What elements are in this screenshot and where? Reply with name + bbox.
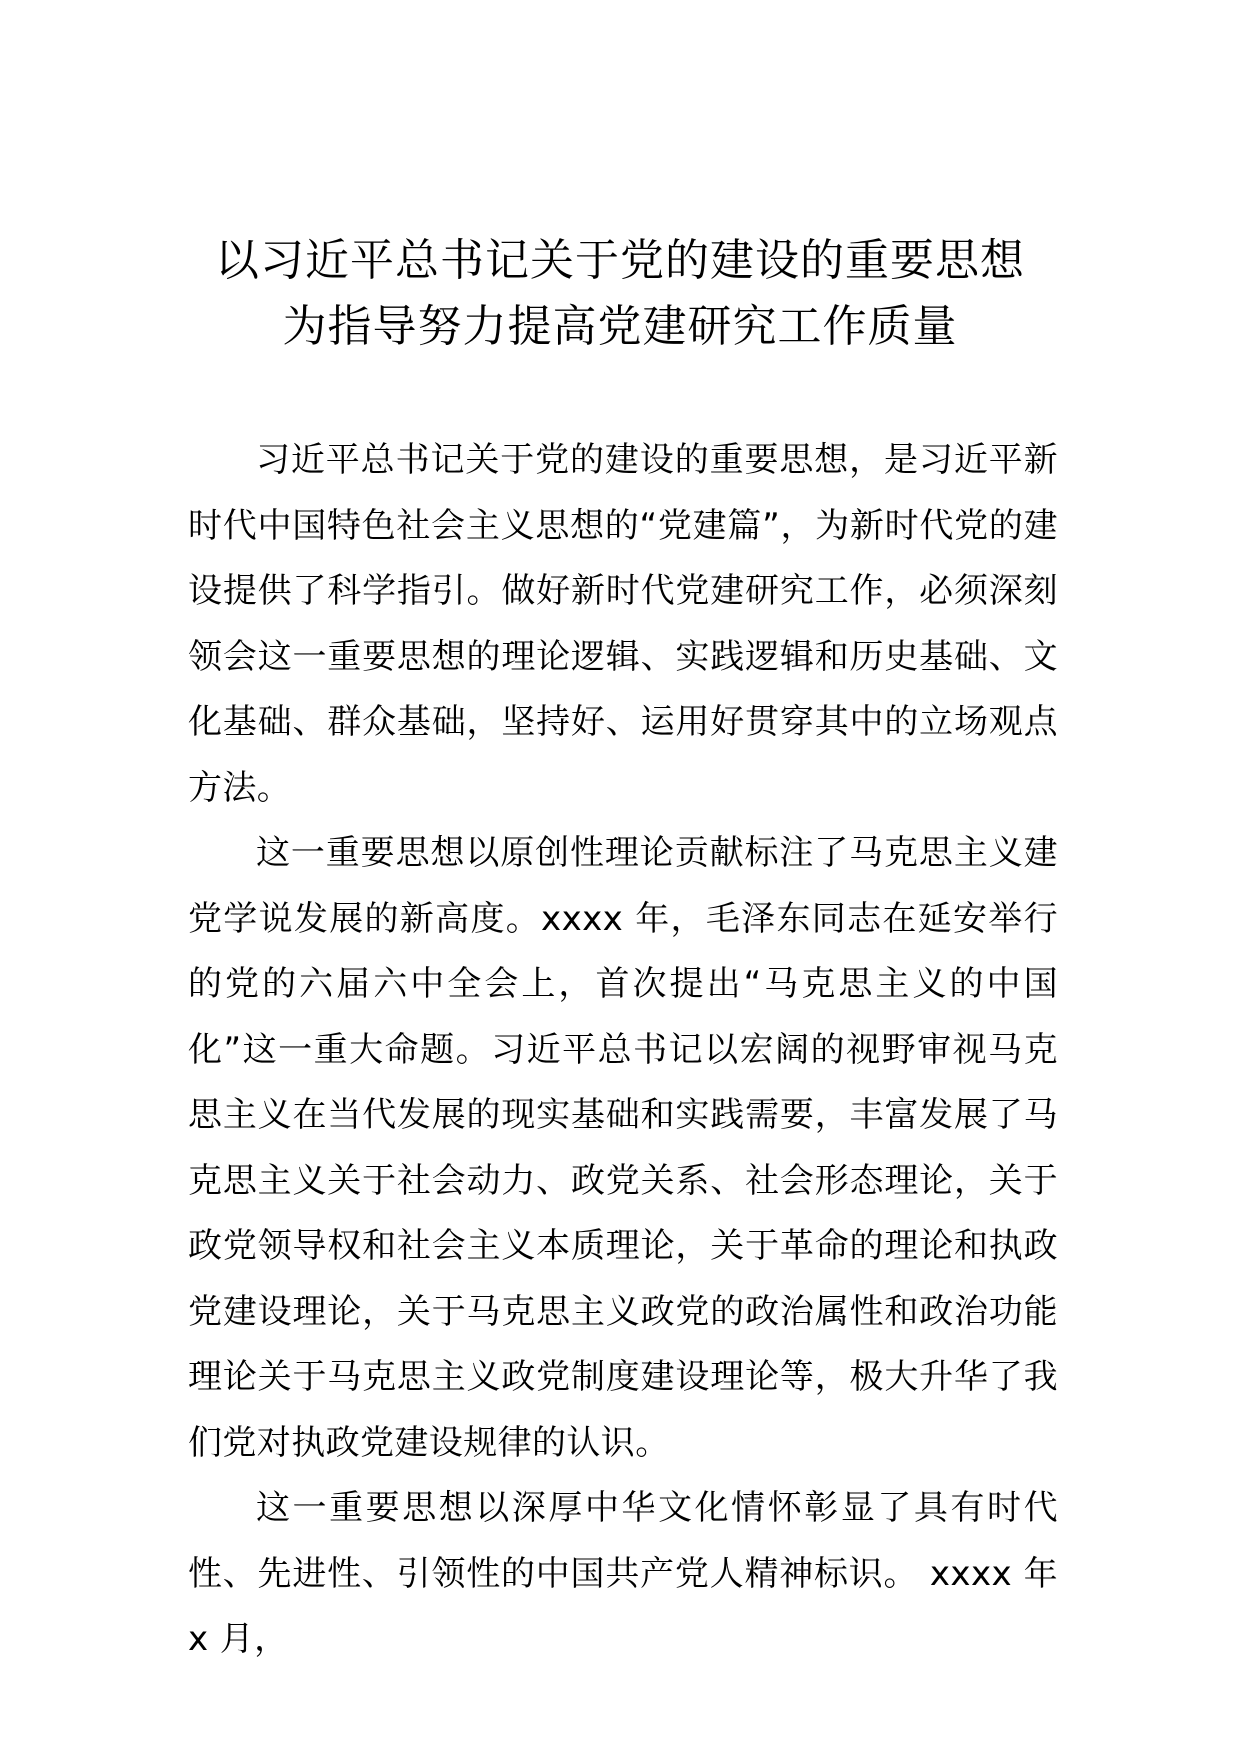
- paragraph-2: 这一重要思想以原创性理论贡献标注了马克思主义建党学说发展的新高度。xxxx 年，毛泽东同志在延安举行的党的六届六中全会上，首次提出“马克思主义的中国化”这一重大命题。习近平总书记以宏阔的视野审视马克思主义在当代发展的现实基础和实践需要，丰富发展了马克思主义关于社会动力、政党关系、社会形态理论，关于政党领导权和社会主义本质理论，关于革命的理论和执政党建设理论，关于马克思主义政党的政治属性和政治功能理论关于马克思主义政党制度建设理论等，极大升华了我们党对执政党建设规律的认识。: [188, 833, 1058, 1463]
- document-body: [188, 428, 1058, 1673]
- title-line-1: 以习近平总书记关于党的建设的重要思想: [215, 235, 1025, 286]
- document-title: [100, 228, 1140, 360]
- paragraph-1: 习近平总书记关于党的建设的重要思想，是习近平新时代中国特色社会主义思想的“党建篇”，为新时代党的建设提供了科学指引。做好新时代党建研究工作，必须深刻领会这一重要思想的理论逻辑、实践逻辑和历史基础、文化基础、群众基础，坚持好、运用好贯穿其中的立场观点方法。: [188, 440, 1058, 808]
- title-line-2: 为指导努力提高党建研究工作质量: [282, 301, 958, 352]
- paragraph-3: 这一重要思想以深厚中华文化情怀彰显了具有时代性、先进性、引领性的中国共产党人精神标识。 xxxx 年 x 月，: [188, 1488, 1058, 1659]
